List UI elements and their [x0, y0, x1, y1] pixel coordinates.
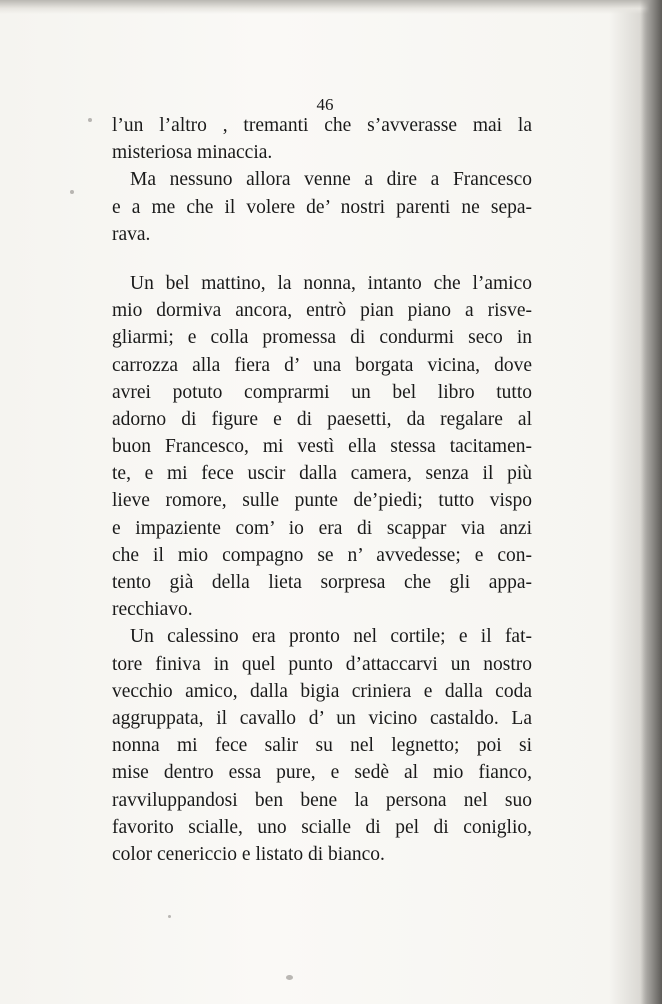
text-line: gliarmi; e colla promessa di condurmi seco in	[112, 327, 532, 349]
text-line: te, e mi fece uscir dalla camera, senza il più	[112, 463, 532, 485]
paper-speck	[286, 975, 293, 980]
text-line: tore finiva in quel punto d’attaccarvi un nostro	[112, 653, 532, 675]
text-line: buon Francesco, mi vestì ella stessa tacitamen-	[112, 436, 532, 458]
text-line: vecchio amico, dalla bigia criniera e dalla coda	[112, 680, 532, 702]
page-top-shadow	[0, 0, 662, 14]
text-line: nonna mi fece salir su nel legnetto; poi si	[112, 735, 532, 757]
text-line: misteriosa minaccia.	[112, 142, 273, 164]
page-binding-shadow	[640, 0, 662, 1004]
text-line: aggruppata, il cavallo d’ un vicino castaldo. La	[112, 707, 532, 729]
text-line: recchiavo.	[112, 599, 193, 621]
text-line: Un bel mattino, la nonna, intanto che l’amico	[130, 272, 532, 294]
paper-speck	[168, 915, 171, 918]
text-line: carrozza alla fiera d’ una borgata vicina, dove	[112, 354, 532, 376]
text-line: l’un l’altro , tremanti che s’avverasse mai la	[112, 115, 532, 136]
text-line: che il mio compagno se n’ avvedesse; e con-	[112, 544, 532, 566]
text-line: e impaziente com’ io era di scappar via anzi	[112, 517, 532, 539]
text-line: mio dormiva ancora, entrò pian piano a risve-	[112, 300, 532, 322]
paper-speck	[88, 118, 92, 122]
text-line: tento già della lieta sorpresa che gli appa-	[112, 572, 532, 593]
text-line: Ma nessuno allora venne a dire a Francesco	[130, 169, 532, 191]
body-text	[112, 112, 532, 868]
paragraph-gap	[112, 248, 532, 270]
text-line: adorno di figure e di paesetti, da regalare al	[112, 408, 532, 430]
page-number: 46	[316, 95, 334, 114]
text-line: color cenericcio e listato di bianco.	[112, 843, 385, 865]
text-line: lieve romore, sulle punte de’piedi; tutto vispo	[112, 490, 532, 512]
text-line: Un calessino era pronto nel cortile; e il fat-	[130, 626, 532, 648]
text-line: avrei potuto comprarmi un bel libro tutto	[112, 381, 532, 403]
paper-speck	[70, 190, 74, 194]
text-line: rava.	[112, 223, 151, 245]
text-line: e a me che il volere de’ nostri parenti ne sepa-	[112, 196, 532, 218]
text-line: mise dentro essa pure, e sedè al mio fianco,	[112, 762, 532, 784]
text-line: ravviluppandosi ben bene la persona nel suo	[112, 789, 532, 811]
text-line: favorito scialle, uno scialle di pel di coniglio,	[112, 816, 532, 838]
